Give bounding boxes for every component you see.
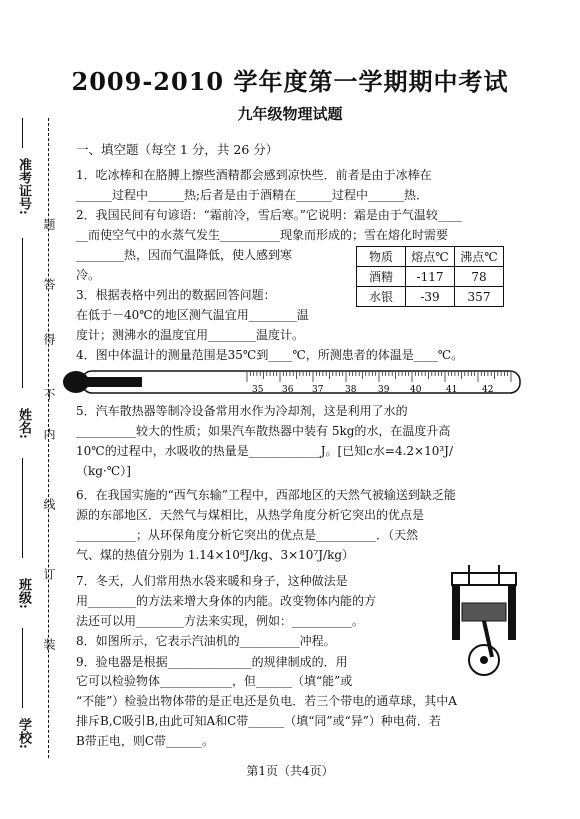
table-cell: 水银 — [357, 287, 406, 307]
seal-char: 得 — [42, 333, 56, 345]
question-line: __________较大的性质；如果汽车散热器中装有 5kg的水，在温度升高 — [76, 424, 451, 438]
seal-char: 订 — [42, 568, 56, 580]
piston — [462, 603, 506, 621]
seal-char: 不 — [42, 388, 56, 400]
question-line: 用________的方法来增大身体的内能。改变物体内能的方 — [76, 594, 377, 608]
exam-title: 2009-2010 学年度第一学期期中考试 — [71, 67, 509, 96]
question-line: B带正电，则C带______。 — [76, 734, 215, 748]
question-line: 在低于－40℃的地区测气温宜用________温 — [76, 308, 309, 322]
seal-char: 装 — [42, 638, 56, 650]
connecting-rod — [484, 621, 492, 657]
tick-label: 37 — [312, 385, 324, 395]
tick-label: 35 — [252, 385, 264, 395]
sidebar-line — [22, 628, 23, 708]
tick-label: 41 — [446, 385, 458, 395]
question-line: 7．冬天，人们常用热水袋来暖和身子，这种做法是 — [76, 574, 348, 588]
question-line: 10℃的过程中，水吸收的热量是____________J。[已知c水=4.2×10³J/ — [76, 444, 454, 458]
question-line: ______过程中______热;后者是由于酒精在______过程中______热． — [76, 188, 429, 202]
table-header: 物质 — [357, 247, 406, 267]
sidebar-line — [22, 458, 23, 558]
table-cell: -39 — [406, 287, 455, 307]
question-line: 8．如图所示，它表示汽油机的__________冲程。 — [76, 634, 336, 648]
thermometer-illustration — [62, 368, 528, 396]
question-line: 2．我国民间有句谚语：“霜前冷，雪后寒。”它说明：霜是由于气温较____ — [76, 208, 462, 222]
sidebar-line — [22, 238, 23, 388]
question-line: 1．吃冰棒和在胳膊上擦些酒精都会感到凉快些．前者是由于冰棒在 — [76, 168, 432, 182]
tick-label: 42 — [482, 385, 494, 395]
table-cell: -117 — [406, 267, 455, 287]
binding-margin — [0, 118, 60, 758]
school-label: 学校: — [16, 718, 31, 749]
melting-boiling-table — [356, 246, 504, 307]
mercury-column — [82, 377, 142, 387]
question-line: __而使空气中的水蒸气发生__________现象而形成的；雪在熔化时需要 — [76, 228, 449, 242]
question-line: __________；从环保角度分析它突出的优点是__________．（天然 — [76, 528, 419, 542]
question-line: 它可以检验物体____________，但______（填“能”或 — [76, 674, 353, 688]
question-line: 排斥B,C吸引B,由此可知A和C带______（填“同”或“异”）种电荷．若 — [76, 714, 441, 728]
crank-pin — [480, 656, 488, 664]
seal-char: 内 — [42, 428, 56, 440]
table-header: 熔点℃ — [406, 247, 455, 267]
question-line: 9．验电器是根据______________的规律制成的．用 — [76, 655, 348, 669]
seal-char: 答 — [42, 278, 56, 290]
tick-label: 36 — [282, 385, 294, 395]
question-line: 度计；测沸水的温度宜用________温度计。 — [76, 328, 305, 342]
question-line: 冷。 — [76, 268, 101, 282]
table-cell: 酒精 — [357, 267, 406, 287]
question-line: ________热，因而气温降低，使人感到寒 — [76, 248, 293, 262]
tick-label: 39 — [378, 385, 390, 395]
question-line: 3．根据表格中列出的数据回答问题： — [76, 288, 276, 302]
exam-number-label: 准考证号: — [16, 158, 31, 215]
name-label: 姓名: — [16, 408, 31, 439]
page-footer: 第1页（共4页） — [246, 764, 334, 778]
tick-label: 38 — [345, 385, 357, 395]
question-line: 法还可以用________方法来实现，例如：__________。 — [76, 614, 365, 628]
sidebar-line — [22, 118, 23, 148]
question-line: 源的东部地区．天然气与煤相比，从热学角度分析它突出的优点是 — [76, 508, 425, 522]
cylinder-head — [452, 573, 516, 585]
class-label: 班级: — [16, 578, 31, 609]
exam-subtitle: 九年级物理试题 — [237, 105, 343, 123]
engine-cylinder-figure — [444, 565, 524, 680]
question-line: （kg·℃）] — [76, 464, 131, 478]
table-header: 沸点℃ — [455, 247, 504, 267]
seal-char: 线 — [42, 498, 56, 510]
question-line: 6．在我国实施的“西气东输”工程中，西部地区的天然气被输送到缺乏能 — [76, 488, 456, 502]
cylinder-wall — [452, 585, 460, 640]
cylinder-wall — [508, 585, 516, 640]
question-line: 5．汽车散热器等制冷设备常用水作为冷却剂，这是利用了水的 — [76, 404, 408, 418]
table-cell: 357 — [455, 287, 504, 307]
question-line: “不能”）检验出物体带的是正电还是负电．若三个带电的通草球，其中A — [76, 694, 457, 708]
table-cell: 78 — [455, 267, 504, 287]
section-heading: 一、填空题（每空 1 分，共 26 分） — [76, 142, 279, 157]
question-line: 气、煤的热值分别为 1.14×10⁸J/kg、3×10⁷J/kg） — [76, 548, 355, 562]
tick-label: 40 — [410, 385, 422, 395]
seal-char: 题 — [42, 218, 56, 230]
question-line: 4．图中体温计的测量范围是35℃到____℃，所测患者的体温是____℃。 — [76, 348, 464, 362]
